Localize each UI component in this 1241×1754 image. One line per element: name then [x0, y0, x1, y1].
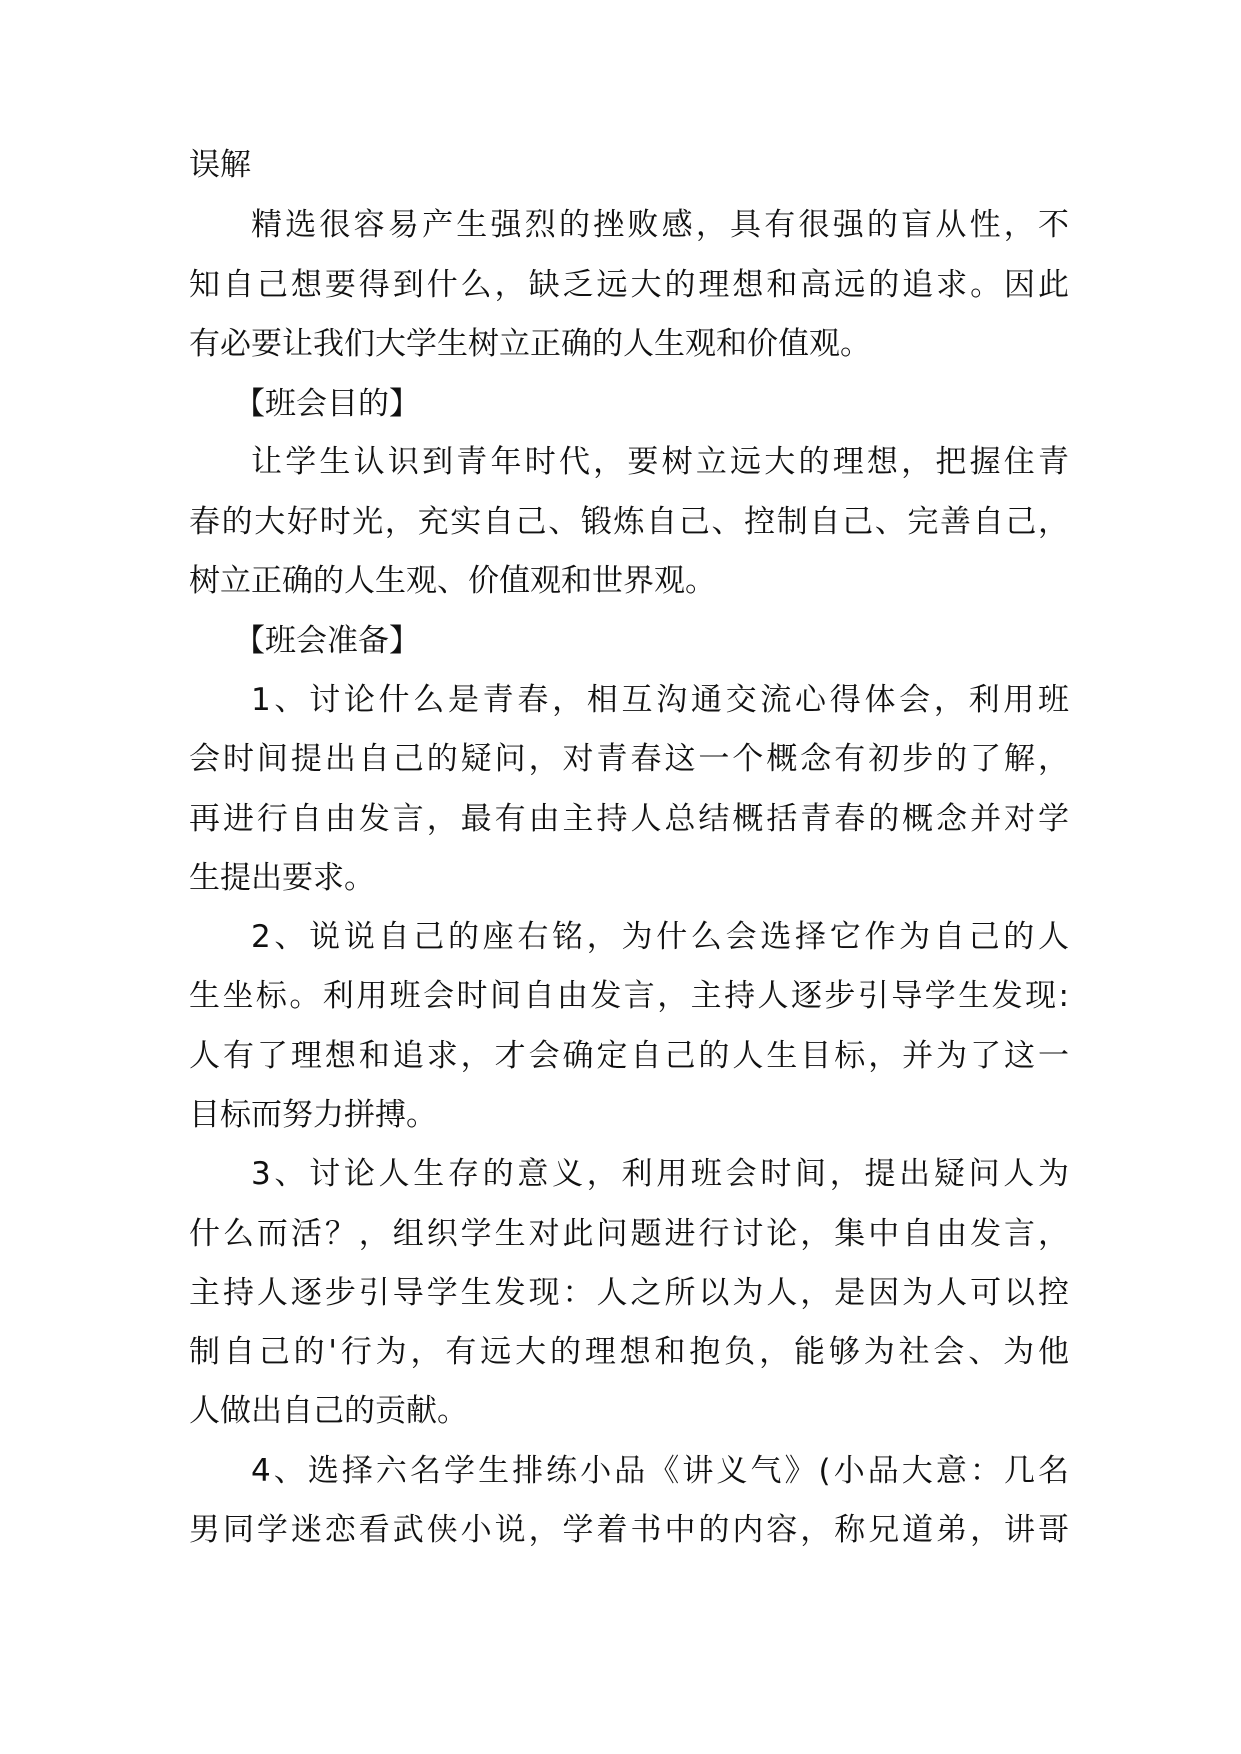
text-line: 目标而努力拼搏。: [189, 1097, 437, 1133]
section-heading: 【班会准备】: [234, 623, 420, 659]
text-line: 什么而活？，组织学生对此问题进行讨论，集中自由发言，: [189, 1216, 1069, 1252]
text-line: 再进行自由发言，最有由主持人总结概括青春的概念并对学: [189, 801, 1069, 837]
text-line: 制自己的'行为，有远大的理想和抱负，能够为社会、为他: [189, 1334, 1069, 1370]
text-line: 春的大好时光，充实自己、锻炼自己、控制自己、完善自己，: [189, 504, 1069, 540]
text-line: 误解: [189, 147, 251, 183]
text-line: 男同学迷恋看武侠小说，学着书中的内容，称兄道弟，讲哥: [189, 1512, 1069, 1548]
text-line: 主持人逐步引导学生发现：人之所以为人，是因为人可以控: [189, 1275, 1069, 1311]
text-line: 3、讨论人生存的意义，利用班会时间，提出疑问人为: [251, 1156, 1069, 1192]
text-line: 1、讨论什么是青春，相互沟通交流心得体会，利用班: [251, 682, 1069, 718]
text-line: 让学生认识到青年时代，要树立远大的理想，把握住青: [251, 444, 1069, 480]
text-line: 人有了理想和追求，才会确定自己的人生目标，并为了这一: [189, 1038, 1069, 1074]
text-line: 4、选择六名学生排练小品《讲义气》(小品大意：几名: [251, 1453, 1069, 1489]
text-line: 知自己想要得到什么，缺乏远大的理想和高远的追求。因此: [189, 267, 1069, 303]
text-line: 人做出自己的贡献。: [189, 1393, 468, 1429]
text-line: 会时间提出自己的疑问，对青春这一个概念有初步的了解，: [189, 741, 1069, 777]
text-line: 有必要让我们大学生树立正确的人生观和价值观。: [189, 326, 871, 362]
text-line: 2、说说自己的座右铭，为什么会选择它作为自己的人: [251, 919, 1069, 955]
text-line: 树立正确的人生观、价值观和世界观。: [189, 563, 716, 599]
text-line: 生提出要求。: [189, 860, 375, 896]
section-heading: 【班会目的】: [234, 386, 420, 422]
text-line: 生坐标。利用班会时间自由发言，主持人逐步引导学生发现:: [189, 978, 1069, 1014]
text-line: 精选很容易产生强烈的挫败感，具有很强的盲从性，不: [251, 207, 1069, 243]
